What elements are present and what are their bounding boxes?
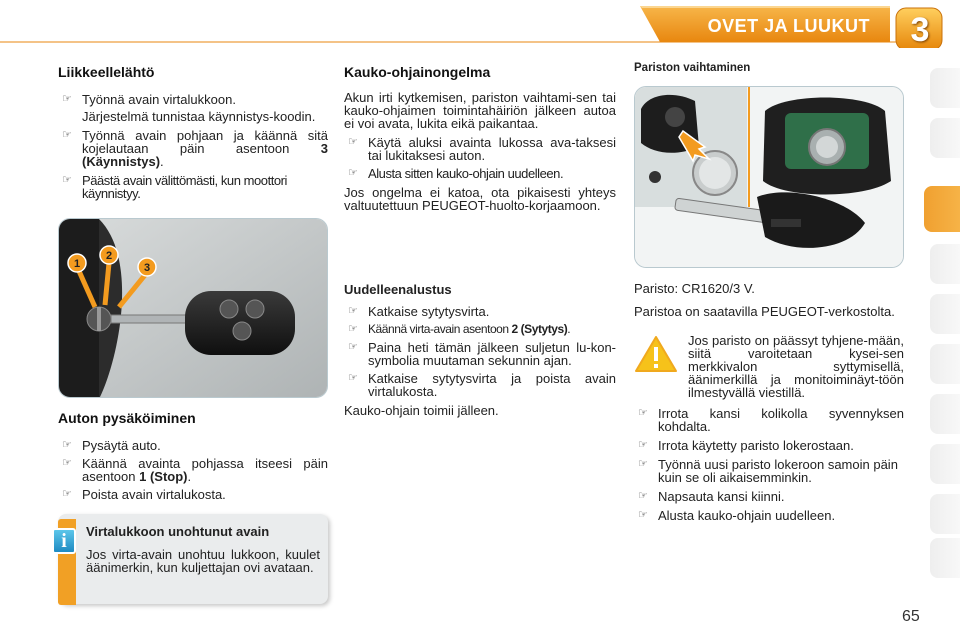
info-box-text: Jos virta-avain unohtuu lukkoon, kuulet äänimerkin, kun kuljettajan ovi avataan. [86,546,320,575]
ignition-illustration [59,219,328,398]
section-title-remote-problem: Kauko-ohjainongelma [344,64,491,80]
chapter-tab-2[interactable] [930,118,960,158]
pointing-hand-icon: ☞ [62,128,72,141]
chapter-tab-5[interactable] [930,294,960,334]
pointing-hand-icon: ☞ [638,509,648,521]
pointing-hand-icon: ☞ [348,340,358,353]
pointing-hand-icon: ☞ [348,135,358,148]
list-item: ☞ Päästä avain välittömästi, kun moottori käynnistyy. [62,172,287,201]
section-title-start: Liikkeellelähtö [58,64,155,80]
reinit-section [344,282,616,417]
list-item: ☞ Pysäytä auto. [62,437,161,453]
list-item: ☞ Käännä virta-avain asentoon 2 (Sytytys). [348,321,571,336]
chapter-tab-7[interactable] [930,394,960,434]
list-item: ☞ Käytä aluksi avainta lukossa ava-taksesi tai lukitaksesi auton. [348,134,616,163]
battery-info [634,282,904,318]
pointing-hand-icon: ☞ [62,92,72,105]
pointing-hand-icon: ☞ [62,173,72,186]
list-item: ☞ Työnnä avain virtalukkoon. Järjestelmä tunnistaa käynnistys-koodin. [58,93,328,123]
list-item: ☞ Käännä avainta pohjassa itseesi päin asentoon 1 (Stop). [62,455,328,484]
battery-replacement-figure [634,86,904,268]
chapter-tab-4[interactable] [930,244,960,284]
pointing-hand-icon: ☞ [62,456,72,469]
section-title-reinit: Uudelleenalustus [344,282,452,297]
list-item: ☞ Poista avain virtalukosta. [62,486,226,502]
page-number: 65 [902,608,920,625]
pointing-hand-icon: ☞ [638,439,648,451]
list-item-subtext: Järjestelmä tunnistaa käynnistys-koodin. [82,108,316,124]
list-item: ☞ Alusta sitten kauko-ohjain uudelleen. [348,165,564,181]
pointing-hand-icon: ☞ [348,371,358,384]
remote-problem-outro: Jos ongelma ei katoa, ota pikaisesti yhteys valtuutettuun PEUGEOT-huolto-korjaamoon. [344,184,616,213]
battery-type: Paristo: CR1620/3 V. [634,281,755,296]
chapter-tab-3-active[interactable] [924,186,960,232]
pointing-hand-icon: ☞ [638,407,648,419]
chapter-tab-9[interactable] [930,494,960,534]
list-item: ☞ Katkaise sytytysvirta ja poista avain virtalukosta. [348,370,616,399]
position-label-1: 1 [73,258,81,270]
warning-triangle-icon [634,334,678,374]
right-column-title [634,62,904,76]
pointing-hand-icon: ☞ [348,322,358,335]
battery-steps [634,407,904,522]
list-item: ☞ Paina heti tämän jälkeen suljetun lu-kon-symbolia muutaman sekunnin ajan. [348,339,616,368]
list-item: ☞ Työnnä uusi paristo lokeroon samoin päin kuin se oli aikaisemminkin. [638,457,898,485]
chapter-number: 3 [910,11,930,49]
list-item: ☞ Irrota kansi kolikolla syvennyksen kohdalta. [638,406,904,434]
chapter-tab-1[interactable] [930,68,960,108]
battery-warning-text: Jos paristo on päässyt tyhjene-mään, siitä varoitetaan kysei-sen merkkivalon syttymisellä, äänimerkillä ja monitoiminäyt-töön ilmestyvällä viestillä. [688,333,904,400]
position-label-2: 2 [105,250,113,262]
list-item: ☞ Katkaise sytytysvirta. [348,303,490,319]
ignition-key-figure [58,218,328,398]
chapter-tabs [924,68,960,578]
key-position-start: 3 (Käynnistys) [82,140,328,169]
battery-illustration [635,87,904,268]
pointing-hand-icon: ☞ [638,458,648,470]
info-box-content [86,524,320,574]
reinit-outro: Kauko-ohjain toimii jälleen. [344,402,499,418]
chapter-tab-6[interactable] [930,344,960,384]
chapter-tab-8[interactable] [930,444,960,484]
pointing-hand-icon: ☞ [638,490,648,502]
pointing-hand-icon: ☞ [348,166,358,179]
pointing-hand-icon: ☞ [62,487,72,500]
battery-availability: Paristoa on saatavilla PEUGEOT-verkostolta. [634,304,895,319]
chapter-tab-10[interactable] [930,538,960,578]
list-item: ☞ Napsauta kansi kiinni. [638,489,785,504]
key-position-ignition: 2 (Sytytys) [511,321,568,336]
position-label-3: 3 [143,262,151,274]
pointing-hand-icon: ☞ [348,304,358,317]
list-item: ☞ Alusta kauko-ohjain uudelleen. [638,508,836,523]
section-title-parking: Auton pysäköiminen [58,410,196,426]
left-column [58,64,328,200]
info-icon: i [52,528,76,554]
parking-section [58,410,328,501]
pointing-hand-icon: ☞ [62,438,72,451]
chapter-title: OVET JA LUUKUT [707,16,870,36]
key-position-stop: 1 (Stop) [139,468,188,484]
remote-problem-intro: Akun irti kytkemisen, pariston vaihtami-sen tai kauko-ohjaimen toimintahäiriön jälkeen autoa ei voi avata, lukita eikä paikantaa. [344,89,616,131]
list-item: ☞ Työnnä avain pohjaan ja käännä sitä kojelautaan päin asentoon 3 (Käynnistys). [62,127,328,169]
list-item: ☞ Irrota käytetty paristo lokerostaan. [638,438,854,453]
info-box-title: Virtalukkoon unohtunut avain [86,524,270,539]
page-header [0,0,960,48]
middle-column [344,64,616,212]
section-title-battery: Pariston vaihtaminen [634,62,751,74]
